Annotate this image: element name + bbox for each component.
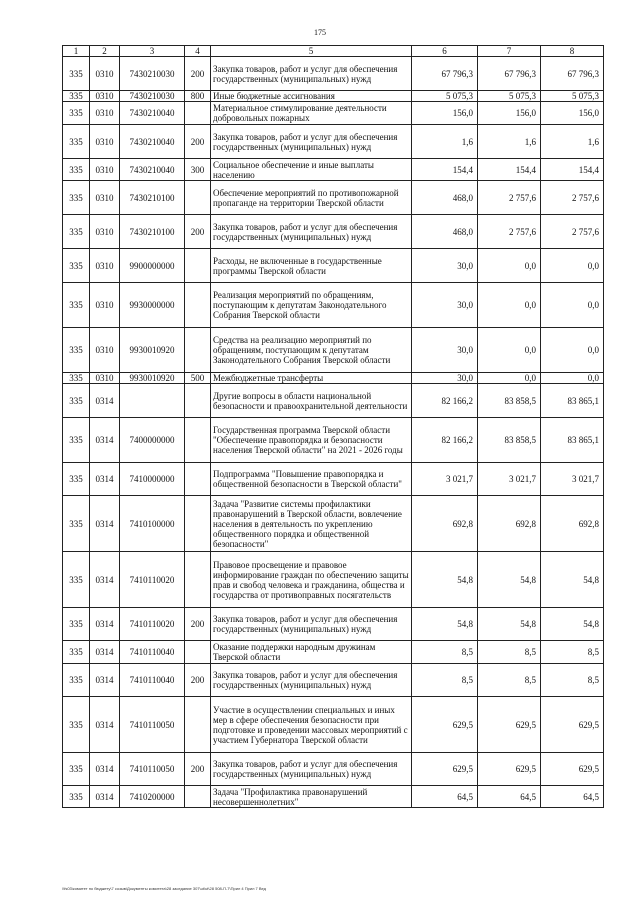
expense-type-cell: [185, 463, 211, 496]
expense-type-cell: 200: [185, 753, 211, 786]
expense-type-cell: [185, 641, 211, 664]
section-cell: 0314: [90, 608, 120, 641]
ved-cell: 335: [63, 249, 90, 283]
amount-2026-cell: 8,5: [541, 664, 604, 697]
item-name-cell: Материальное стимулирование деятельности добровольных пожарных: [211, 102, 412, 125]
amount-2026-cell: 692,8: [541, 496, 604, 552]
ved-cell: 335: [63, 697, 90, 753]
table-row: [63, 641, 604, 664]
amount-2024-cell: 30,0: [412, 283, 478, 328]
amount-2025-cell: 3 021,7: [478, 463, 541, 496]
amount-2026-cell: 64,5: [541, 786, 604, 808]
item-name-cell: Реализация мероприятий по обращениям, поступающим к депутатам Законодательного Собрания Тверской области: [211, 283, 412, 328]
amount-2024-cell: 154,4: [412, 159, 478, 181]
table-body: [63, 57, 604, 808]
item-name-cell: Другие вопросы в области национальной безопасности и правоохранительной деятельности: [211, 384, 412, 418]
amount-2026-cell: 54,8: [541, 608, 604, 641]
col-header-8: 8: [541, 46, 604, 57]
ved-cell: 335: [63, 552, 90, 608]
ved-cell: 335: [63, 496, 90, 552]
expense-type-cell: [185, 328, 211, 373]
target-article-cell: 7410110050: [120, 753, 185, 786]
expense-type-cell: [185, 496, 211, 552]
col-header-7: 7: [478, 46, 541, 57]
ved-cell: 335: [63, 641, 90, 664]
expense-type-cell: [185, 786, 211, 808]
amount-2025-cell: 83 858,5: [478, 418, 541, 463]
table-row: [63, 664, 604, 697]
expense-type-cell: 200: [185, 125, 211, 159]
amount-2026-cell: 2 757,6: [541, 181, 604, 215]
item-name-cell: Правовое просвещение и правовое информирование граждан по обеспечению защиты прав и свобод человека и гражданина, общества и государства от противоправных посягательств: [211, 552, 412, 608]
amount-2025-cell: 8,5: [478, 641, 541, 664]
item-name-cell: Подпрограмма "Повышение правопорядка и общественной безопасности в Тверской области": [211, 463, 412, 496]
item-name-cell: Задача "Профилактика правонарушений несовершеннолетних": [211, 786, 412, 808]
page-number: 175: [314, 28, 326, 37]
ved-cell: 335: [63, 215, 90, 249]
target-article-cell: 7410100000: [120, 496, 185, 552]
target-article-cell: 9930010920: [120, 328, 185, 373]
amount-2024-cell: 64,5: [412, 786, 478, 808]
section-cell: 0314: [90, 786, 120, 808]
amount-2025-cell: 629,5: [478, 753, 541, 786]
item-name-cell: Расходы, не включенные в государственные программы Тверской области: [211, 249, 412, 283]
amount-2024-cell: 692,8: [412, 496, 478, 552]
table-row: [63, 753, 604, 786]
section-cell: 0314: [90, 463, 120, 496]
amount-2024-cell: 8,5: [412, 664, 478, 697]
target-article-cell: 7430210100: [120, 181, 185, 215]
item-name-cell: Закупка товаров, работ и услуг для обеспечения государственных (муниципальных) нужд: [211, 664, 412, 697]
amount-2026-cell: 0,0: [541, 249, 604, 283]
ved-cell: 335: [63, 418, 90, 463]
target-article-cell: 7410200000: [120, 786, 185, 808]
amount-2024-cell: 156,0: [412, 102, 478, 125]
amount-2025-cell: 67 796,3: [478, 57, 541, 91]
table-row: [63, 249, 604, 283]
amount-2026-cell: 83 865,1: [541, 384, 604, 418]
section-cell: 0310: [90, 181, 120, 215]
target-article-cell: 7410110040: [120, 664, 185, 697]
expense-type-cell: 200: [185, 57, 211, 91]
amount-2026-cell: 154,4: [541, 159, 604, 181]
item-name-cell: Средства на реализацию мероприятий по обращениям, поступающим к депутатам Законодательного Собрания Тверской области: [211, 328, 412, 373]
target-article-cell: 9900000000: [120, 249, 185, 283]
expense-type-cell: 300: [185, 159, 211, 181]
amount-2025-cell: 54,8: [478, 552, 541, 608]
amount-2026-cell: 0,0: [541, 328, 604, 373]
item-name-cell: Закупка товаров, работ и услуг для обеспечения государственных (муниципальных) нужд: [211, 215, 412, 249]
budget-table: [62, 45, 604, 808]
target-article-cell: 9930010920: [120, 373, 185, 384]
section-cell: 0310: [90, 249, 120, 283]
table-row: [63, 57, 604, 91]
expense-type-cell: [185, 181, 211, 215]
amount-2024-cell: 82 166,2: [412, 418, 478, 463]
amount-2024-cell: 3 021,7: [412, 463, 478, 496]
target-article-cell: 7410110020: [120, 552, 185, 608]
expense-type-cell: 200: [185, 215, 211, 249]
amount-2026-cell: 156,0: [541, 102, 604, 125]
section-cell: 0314: [90, 697, 120, 753]
header-row: [63, 46, 604, 57]
ved-cell: 335: [63, 608, 90, 641]
amount-2025-cell: 83 858,5: [478, 384, 541, 418]
amount-2025-cell: 0,0: [478, 373, 541, 384]
section-cell: 0310: [90, 125, 120, 159]
ved-cell: 335: [63, 328, 90, 373]
target-article-cell: 7430210040: [120, 159, 185, 181]
section-cell: 0310: [90, 283, 120, 328]
target-article-cell: 9930000000: [120, 283, 185, 328]
amount-2025-cell: 0,0: [478, 249, 541, 283]
table-row: [63, 786, 604, 808]
ved-cell: 335: [63, 102, 90, 125]
table-row: [63, 496, 604, 552]
amount-2025-cell: 2 757,6: [478, 181, 541, 215]
amount-2026-cell: 0,0: [541, 373, 604, 384]
table-row: [63, 463, 604, 496]
target-article-cell: 7430210030: [120, 57, 185, 91]
item-name-cell: Социальное обеспечение и иные выплаты населению: [211, 159, 412, 181]
target-article-cell: 7430210100: [120, 215, 185, 249]
amount-2024-cell: 67 796,3: [412, 57, 478, 91]
amount-2025-cell: 0,0: [478, 283, 541, 328]
table-row: [63, 215, 604, 249]
amount-2024-cell: 54,8: [412, 552, 478, 608]
table-row: [63, 181, 604, 215]
amount-2024-cell: 30,0: [412, 249, 478, 283]
section-cell: 0314: [90, 384, 120, 418]
ved-cell: 335: [63, 463, 90, 496]
amount-2025-cell: 54,8: [478, 608, 541, 641]
table-row: [63, 283, 604, 328]
amount-2025-cell: 2 757,6: [478, 215, 541, 249]
table-row: [63, 608, 604, 641]
table-row: [63, 159, 604, 181]
expense-type-cell: [185, 697, 211, 753]
amount-2026-cell: 629,5: [541, 753, 604, 786]
ved-cell: 335: [63, 181, 90, 215]
target-article-cell: 7410110040: [120, 641, 185, 664]
amount-2026-cell: 3 021,7: [541, 463, 604, 496]
table-row: [63, 125, 604, 159]
target-article-cell: 7430210040: [120, 102, 185, 125]
item-name-cell: Иные бюджетные ассигнования: [211, 91, 412, 102]
item-name-cell: Межбюджетные трансферты: [211, 373, 412, 384]
section-cell: 0314: [90, 753, 120, 786]
section-cell: 0314: [90, 418, 120, 463]
amount-2025-cell: 1,6: [478, 125, 541, 159]
table-row: [63, 373, 604, 384]
section-cell: 0310: [90, 91, 120, 102]
ved-cell: 335: [63, 373, 90, 384]
amount-2025-cell: 154,4: [478, 159, 541, 181]
item-name-cell: Обеспечение мероприятий по противопожарной пропаганде на территории Тверской области: [211, 181, 412, 215]
amount-2025-cell: 156,0: [478, 102, 541, 125]
amount-2024-cell: 629,5: [412, 753, 478, 786]
amount-2024-cell: 30,0: [412, 328, 478, 373]
col-header-6: 6: [412, 46, 478, 57]
item-name-cell: Закупка товаров, работ и услуг для обеспечения государственных (муниципальных) нужд: [211, 753, 412, 786]
expense-type-cell: 800: [185, 91, 211, 102]
amount-2025-cell: 629,5: [478, 697, 541, 753]
table-row: [63, 91, 604, 102]
expense-type-cell: [185, 102, 211, 125]
amount-2024-cell: 5 075,3: [412, 91, 478, 102]
amount-2025-cell: 0,0: [478, 328, 541, 373]
amount-2025-cell: 64,5: [478, 786, 541, 808]
item-name-cell: Закупка товаров, работ и услуг для обеспечения государственных (муниципальных) нужд: [211, 608, 412, 641]
table-row: [63, 102, 604, 125]
section-cell: 0310: [90, 102, 120, 125]
expense-type-cell: [185, 418, 211, 463]
ved-cell: 335: [63, 283, 90, 328]
table-row: [63, 384, 604, 418]
item-name-cell: Закупка товаров, работ и услуг для обеспечения государственных (муниципальных) нужд: [211, 125, 412, 159]
ved-cell: 335: [63, 159, 90, 181]
amount-2024-cell: 629,5: [412, 697, 478, 753]
amount-2026-cell: 67 796,3: [541, 57, 604, 91]
section-cell: 0310: [90, 159, 120, 181]
item-name-cell: Оказание поддержки народным дружинам Тверской области: [211, 641, 412, 664]
item-name-cell: Участие в осуществлении специальных и иных мер в сфере обеспечения безопасности при подготовке и проведении массовых мероприятий с участием Губернатора Тверской области: [211, 697, 412, 753]
expense-type-cell: [185, 552, 211, 608]
amount-2026-cell: 629,5: [541, 697, 604, 753]
ved-cell: 335: [63, 786, 90, 808]
amount-2026-cell: 2 757,6: [541, 215, 604, 249]
table-row: [63, 418, 604, 463]
amount-2026-cell: 83 865,1: [541, 418, 604, 463]
amount-2024-cell: 82 166,2: [412, 384, 478, 418]
col-header-1: 1: [63, 46, 90, 57]
amount-2026-cell: 1,6: [541, 125, 604, 159]
section-cell: 0314: [90, 496, 120, 552]
target-article-cell: 7400000000: [120, 418, 185, 463]
ved-cell: 335: [63, 91, 90, 102]
target-article-cell: 7410000000: [120, 463, 185, 496]
expense-type-cell: 200: [185, 608, 211, 641]
section-cell: 0314: [90, 641, 120, 664]
target-article-cell: [120, 384, 185, 418]
section-cell: 0310: [90, 328, 120, 373]
col-header-5: 5: [211, 46, 412, 57]
target-article-cell: 7430210040: [120, 125, 185, 159]
target-article-cell: 7410110020: [120, 608, 185, 641]
expense-type-cell: [185, 249, 211, 283]
expense-type-cell: [185, 384, 211, 418]
amount-2024-cell: 468,0: [412, 181, 478, 215]
section-cell: 0310: [90, 373, 120, 384]
amount-2024-cell: 8,5: [412, 641, 478, 664]
amount-2026-cell: 54,8: [541, 552, 604, 608]
col-header-3: 3: [120, 46, 185, 57]
amount-2025-cell: 5 075,3: [478, 91, 541, 102]
ved-cell: 335: [63, 57, 90, 91]
target-article-cell: 7410110050: [120, 697, 185, 753]
ved-cell: 335: [63, 664, 90, 697]
footer-file-path: \\fs03\комитет по бюджету\7 созыв\Документы комитета\28 заседание 307\ut\ut\28 508-П-7\Прил 4 Прил 7 Вед: [62, 886, 267, 891]
amount-2024-cell: 54,8: [412, 608, 478, 641]
ved-cell: 335: [63, 125, 90, 159]
table-row: [63, 697, 604, 753]
expense-type-cell: 200: [185, 664, 211, 697]
item-name-cell: Задача "Развитие системы профилактики правонарушений в Тверской области, вовлечение населения в деятельность по укреплению общественного порядка и общественной безопасности": [211, 496, 412, 552]
table-row: [63, 328, 604, 373]
expense-type-cell: [185, 283, 211, 328]
section-cell: 0310: [90, 215, 120, 249]
section-cell: 0310: [90, 57, 120, 91]
amount-2026-cell: 8,5: [541, 641, 604, 664]
ved-cell: 335: [63, 384, 90, 418]
item-name-cell: Государственная программа Тверской области "Обеспечение правопорядка и безопасности населения Тверской области" на 2021 - 2026 годы: [211, 418, 412, 463]
table-row: [63, 552, 604, 608]
section-cell: 0314: [90, 552, 120, 608]
amount-2024-cell: 30,0: [412, 373, 478, 384]
amount-2026-cell: 0,0: [541, 283, 604, 328]
col-header-4: 4: [185, 46, 211, 57]
amount-2024-cell: 1,6: [412, 125, 478, 159]
section-cell: 0314: [90, 664, 120, 697]
amount-2024-cell: 468,0: [412, 215, 478, 249]
amount-2026-cell: 5 075,3: [541, 91, 604, 102]
col-header-2: 2: [90, 46, 120, 57]
target-article-cell: 7430210030: [120, 91, 185, 102]
amount-2025-cell: 8,5: [478, 664, 541, 697]
item-name-cell: Закупка товаров, работ и услуг для обеспечения государственных (муниципальных) нужд: [211, 57, 412, 91]
ved-cell: 335: [63, 753, 90, 786]
amount-2025-cell: 692,8: [478, 496, 541, 552]
expense-type-cell: 500: [185, 373, 211, 384]
